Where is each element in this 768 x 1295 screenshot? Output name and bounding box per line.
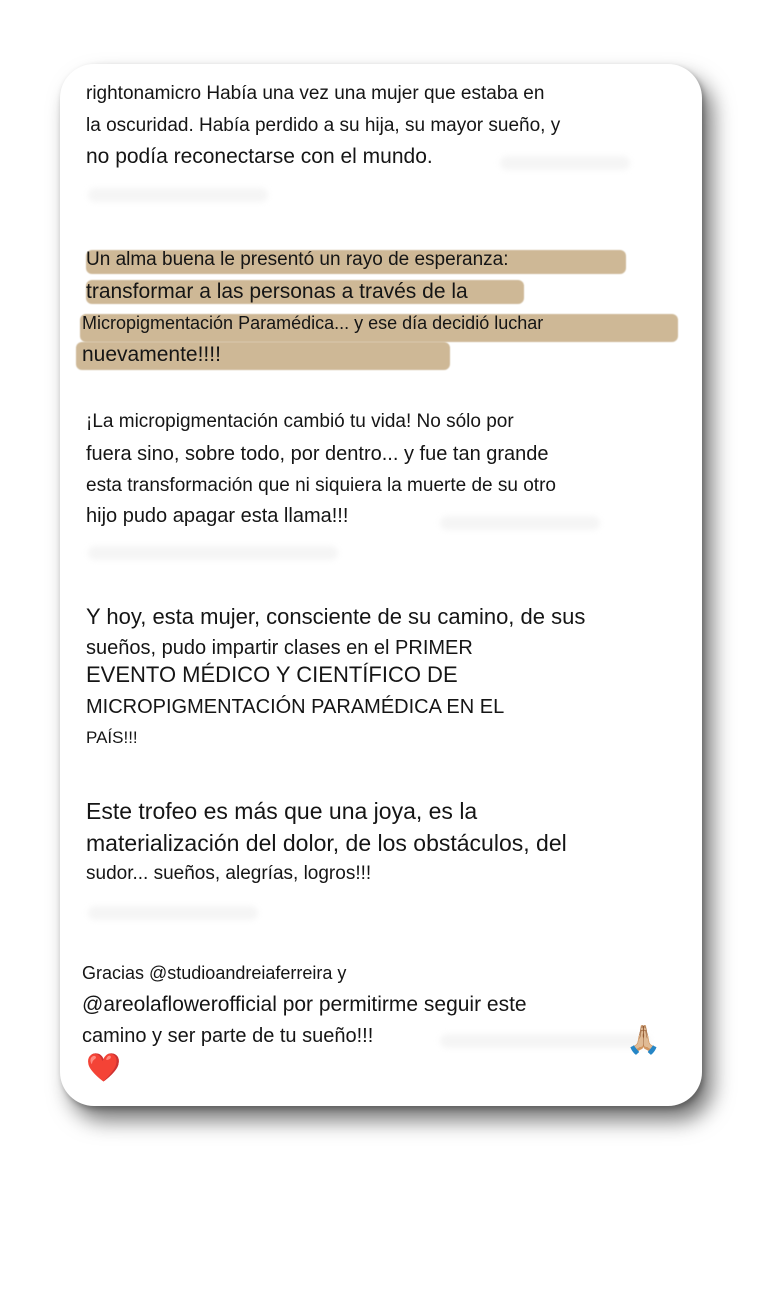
paragraph-5-line: Este trofeo es más que una joya, es la bbox=[86, 798, 478, 824]
ghost-line bbox=[88, 906, 258, 920]
paragraph-2-line: transformar a las personas a través de la bbox=[86, 280, 468, 303]
ghost-line bbox=[500, 156, 630, 170]
praying-hands-icon: 🙏🏼 bbox=[626, 1023, 661, 1056]
paragraph-2-line: Micropigmentación Paramédica... y ese día decidió luchar bbox=[82, 313, 544, 333]
paragraph-4-line: MICROPIGMENTACIÓN PARAMÉDICA EN EL bbox=[86, 696, 505, 718]
paragraph-6-line: camino y ser parte de tu sueño!!! bbox=[82, 1025, 374, 1047]
paragraph-6-line: Gracias @studioandreiaferreira y bbox=[82, 963, 347, 983]
paragraph-1-line: no podía reconectarse con el mundo. bbox=[86, 145, 433, 168]
paragraph-3-line: fuera sino, sobre todo, por dentro... y fue tan grande bbox=[86, 443, 549, 465]
paragraph-2-line: nuevamente!!!! bbox=[82, 343, 221, 366]
paragraph-3-line: hijo pudo apagar esta llama!!! bbox=[86, 505, 349, 527]
paragraph-5-line: materialización del dolor, de los obstáculos, del bbox=[86, 830, 567, 856]
ghost-line bbox=[440, 516, 600, 530]
paragraph-3-line: esta transformación que ni siquiera la muerte de su otro bbox=[86, 475, 556, 496]
paragraph-4-line: sueños, pudo impartir clases en el PRIMER bbox=[86, 637, 473, 659]
ghost-line bbox=[440, 1034, 650, 1048]
paragraph-4-line: PAÍS!!! bbox=[86, 728, 138, 747]
paragraph-4-line: Y hoy, esta mujer, consciente de su camino, de sus bbox=[86, 604, 586, 629]
ghost-line bbox=[88, 546, 338, 560]
ghost-line bbox=[88, 188, 268, 202]
paragraph-1-line: la oscuridad. Había perdido a su hija, su mayor sueño, y bbox=[86, 115, 561, 136]
text-card bbox=[60, 64, 702, 1106]
paragraph-3-line: ¡La micropigmentación cambió tu vida! No sólo por bbox=[86, 411, 514, 432]
paragraph-4-line: EVENTO MÉDICO Y CIENTÍFICO DE bbox=[86, 662, 458, 687]
paragraph-2-line: Un alma buena le presentó un rayo de esperanza: bbox=[86, 249, 509, 270]
heart-icon: ❤️ bbox=[86, 1051, 121, 1084]
paragraph-5-line: sudor... sueños, alegrías, logros!!! bbox=[86, 863, 372, 884]
paragraph-1-line: rightonamicro Había una vez una mujer que estaba en bbox=[86, 83, 545, 104]
paragraph-6-line: @areolaflowerofficial por permitirme seguir este bbox=[82, 993, 527, 1016]
